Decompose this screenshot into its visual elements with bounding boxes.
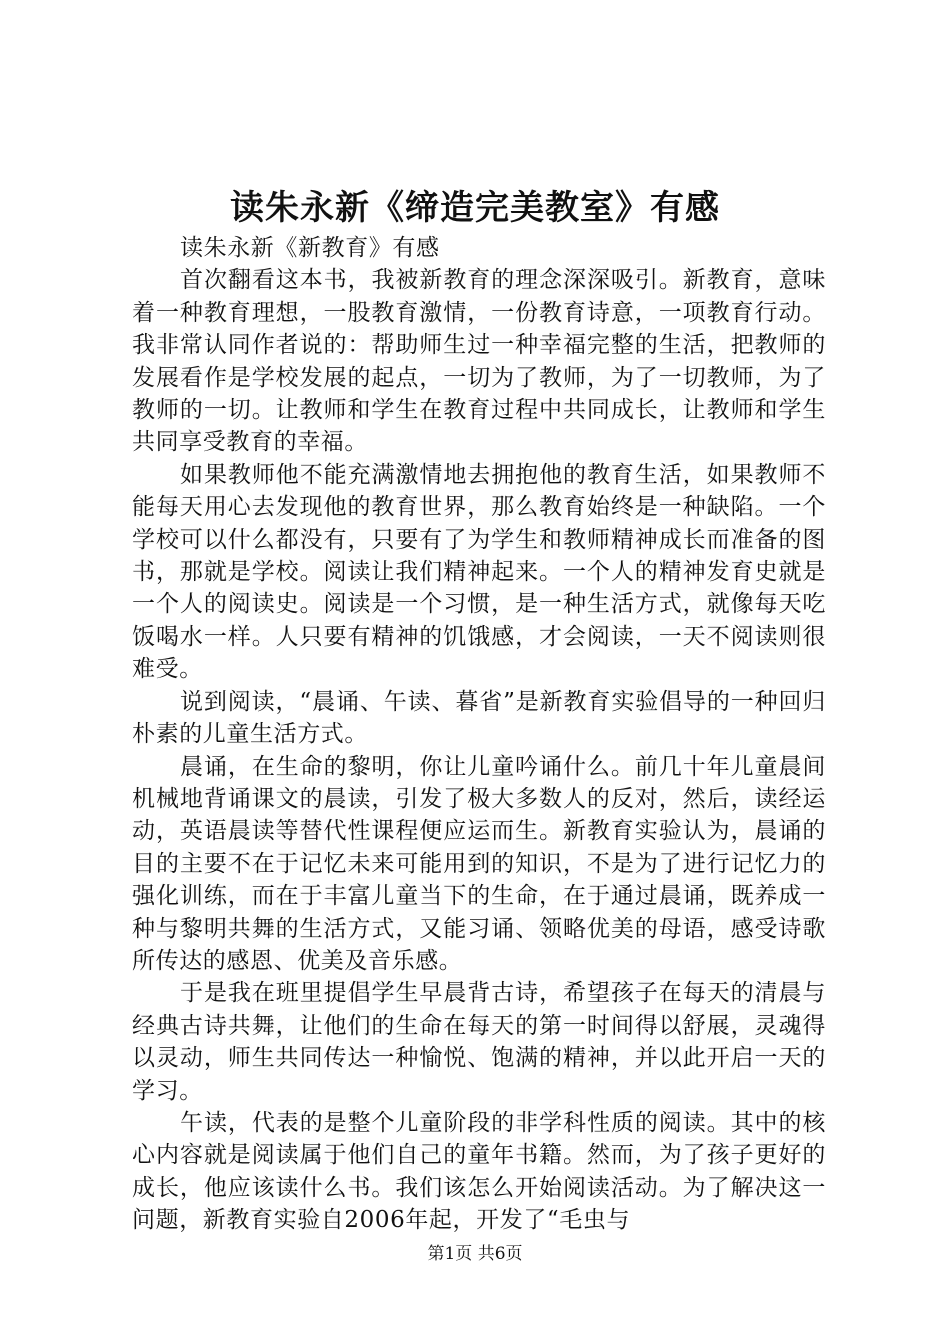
body-paragraph: 说到阅读，“晨诵、午读、暮省”是新教育实验倡导的一种回归朴素的儿童生活方式。 <box>132 688 826 748</box>
body-paragraph: 于是我在班里提倡学生早晨背古诗，希望孩子在每天的清晨与经典古诗共舞，让他们的生命在每天的第一时间得以舒展，灵魂得以灵动，师生共同传达一种愉悦、饱满的精神，并以此开启一天的学习。 <box>132 980 826 1104</box>
body-paragraph: 如果教师他不能充满激情地去拥抱他的教育生活，如果教师不能每天用心去发现他的教育世界，那么教育始终是一种缺陷。一个学校可以什么都没有，只要有了为学生和教师精神成长而准备的图书，那就是学校。阅读让我们精神起来。一个人的精神发育史就是一个人的阅读史。阅读是一个习惯，是一种生活方式，就像每天吃饭喝水一样。人只要有精神的饥饿感，才会阅读，一天不阅读则很难受。 <box>132 461 826 683</box>
subtitle-paragraph: 读朱永新《新教育》有感 <box>180 235 440 261</box>
document-body <box>132 232 826 1237</box>
body-paragraph: 晨诵，在生命的黎明，你让儿童吟诵什么。前几十年儿童晨间机械地背诵课文的晨读，引发了极大多数人的反对，然后，读经运动，英语晨读等替代性课程便应运而生。新教育实验认为，晨诵的目的主要不在于记忆未来可能用到的知识，不是为了进行记忆力的强化训练，而在于丰富儿童当下的生命，在于通过晨诵，既养成一种与黎明共舞的生活方式，又能习诵、领略优美的母语，感受诗歌所传达的感恩、优美及音乐感。 <box>132 753 826 974</box>
body-paragraph: 午读，代表的是整个儿童阶段的非学科性质的阅读。其中的核心内容就是阅读属于他们自己的童年书籍。然而，为了孩子更好的成长，他应该读什么书。我们该怎么开始阅读活动。为了解决这一问题，新教育实验自2006年起，开发了“毛虫与 <box>132 1109 826 1234</box>
body-paragraph: 首次翻看这本书，我被新教育的理念深深吸引。新教育，意味着一种教育理想，一股教育激情，一份教育诗意，一项教育行动。我非常认同作者说的：帮助师生过一种幸福完整的生活，把教师的发展看作是学校发展的起点，一切为了教师，为了一切教师，为了教师的一切。让教师和学生在教育过程中共同成长，让教师和学生共同享受教育的幸福。 <box>132 267 826 456</box>
page-number-footer: 第1页 共6页 <box>427 1244 523 1264</box>
document-title: 读朱永新《缔造完美教室》有感 <box>230 188 720 228</box>
